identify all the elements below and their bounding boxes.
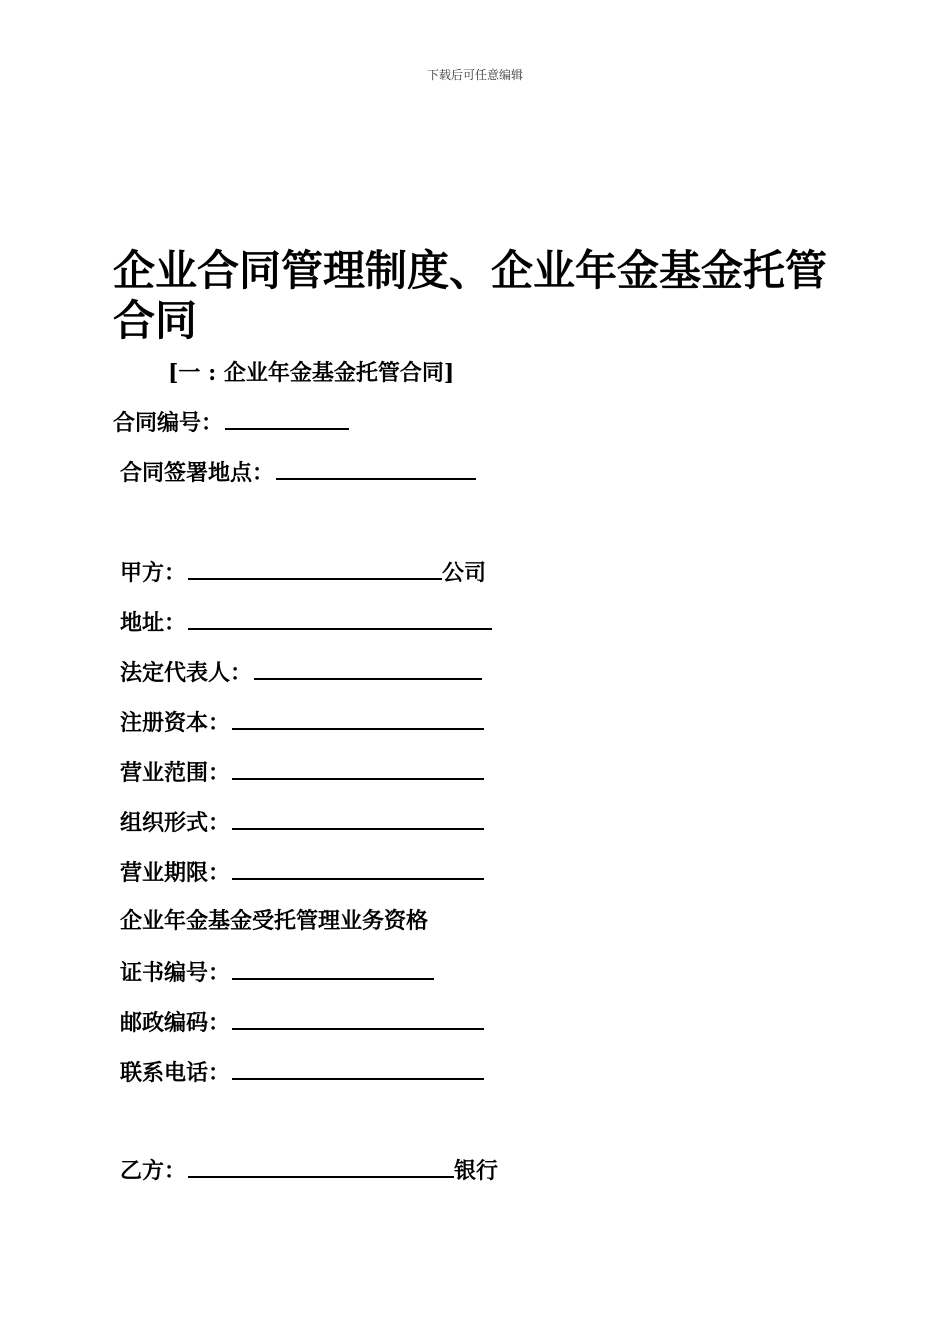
scope-label: 营业范围： [120, 760, 231, 786]
postcode-label: 邮政编码： [120, 1010, 231, 1036]
scope-blank [232, 756, 484, 780]
legal-rep-blank [254, 656, 482, 680]
party-a-label: 甲方： [120, 560, 187, 586]
capital-blank [232, 706, 484, 730]
party-a-suffix: 公司 [442, 560, 487, 586]
org-form-blank [232, 806, 484, 830]
sign-place-label: 合同签署地点： [120, 460, 275, 486]
term-blank [232, 856, 484, 880]
cert-no-blank [232, 956, 434, 980]
postcode-blank [232, 1006, 484, 1030]
term-field [120, 856, 484, 888]
contract-no-field [113, 406, 349, 438]
legal-rep-field [120, 656, 482, 688]
address-label: 地址： [120, 610, 187, 636]
postcode-field [120, 1006, 484, 1038]
party-a-blank [188, 556, 442, 580]
cert-no-label: 证书编号： [120, 960, 231, 986]
address-blank [188, 606, 492, 630]
header-note: 下载后可任意编辑 [426, 68, 523, 82]
contract-no-blank [225, 406, 349, 430]
party-b-blank [188, 1154, 454, 1178]
capital-field [120, 706, 484, 738]
scope-field [120, 756, 484, 788]
qualification-line: 企业年金基金受托管理业务资格 [120, 908, 429, 934]
address-field [120, 606, 492, 638]
phone-label: 联系电话： [120, 1060, 231, 1086]
capital-label: 注册资本： [120, 710, 231, 736]
phone-field [120, 1056, 484, 1088]
sign-place-blank [276, 456, 476, 480]
party-b-field [120, 1154, 498, 1186]
document-subtitle: [一 : 企业年金基金托管合同] [168, 360, 455, 386]
document-title: 企业合同管理制度、企业年金基金托管合同 [113, 246, 828, 345]
party-a-field [120, 556, 486, 588]
phone-blank [232, 1056, 484, 1080]
contract-no-label: 合同编号： [113, 410, 224, 436]
party-b-label: 乙方： [120, 1158, 187, 1184]
party-b-suffix: 银行 [454, 1158, 499, 1184]
org-form-label: 组织形式： [120, 810, 231, 836]
cert-no-field [120, 956, 434, 988]
sign-place-field [120, 456, 476, 488]
legal-rep-label: 法定代表人： [120, 660, 253, 686]
term-label: 营业期限： [120, 860, 231, 886]
org-form-field [120, 806, 484, 838]
